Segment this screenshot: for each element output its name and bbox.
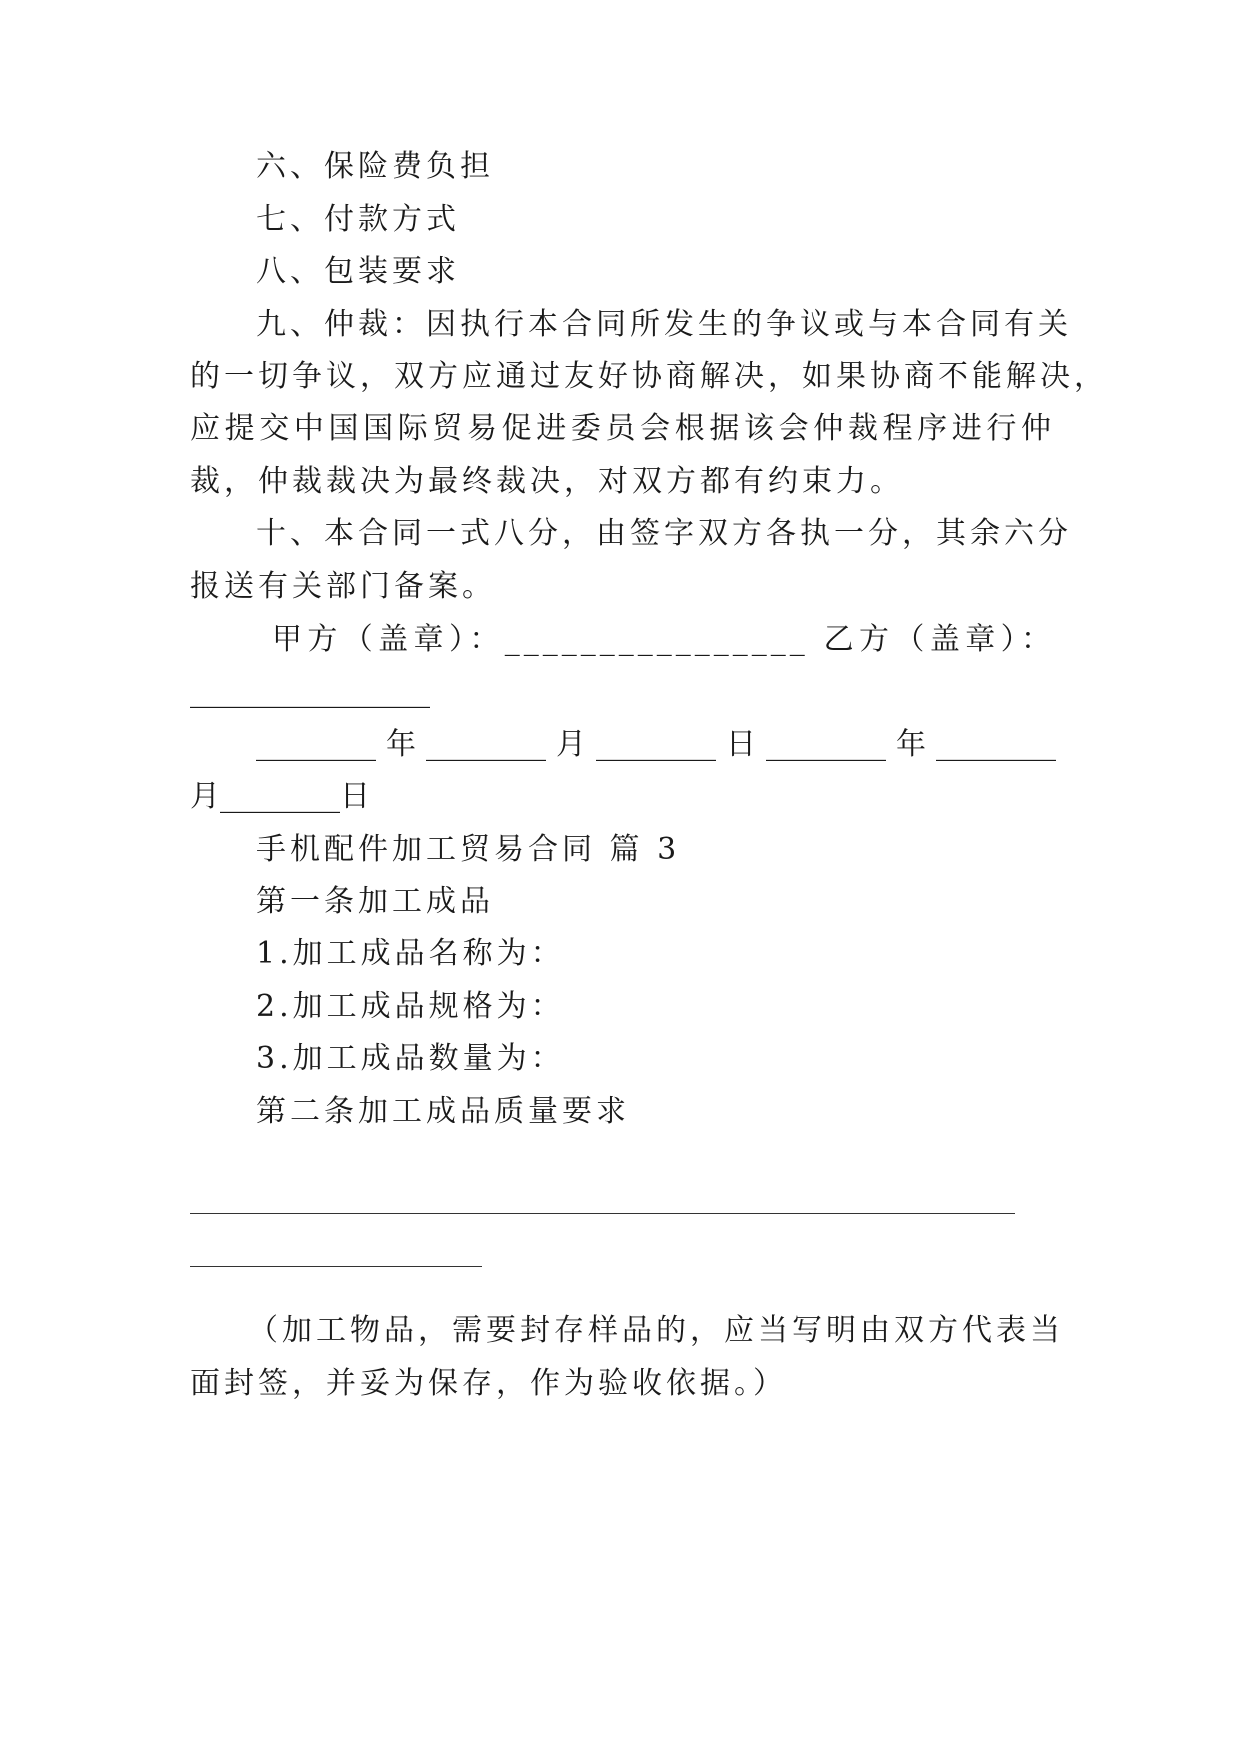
article-1-title: 第一条加工成品 <box>256 884 494 919</box>
clause-arbitration-line-4: 裁，仲裁裁决为最终裁决，对双方都有约束力。 <box>190 464 904 499</box>
signature-line: 甲方（盖章）：________________ 乙方（盖章）： <box>272 622 1055 657</box>
article-2-title: 第二条加工成品质量要求 <box>256 1094 630 1129</box>
date-line-cont: 月________日 <box>190 779 370 814</box>
date-line: ________年________月________日________年________ <box>256 727 1056 762</box>
sample-note-line-1: （加工物品，需要封存样品的，应当写明由双方代表当 <box>248 1313 1064 1348</box>
article-1-item-2: 2.加工成品规格为： <box>256 989 565 1024</box>
clause-copies-line-2: 报送有关部门备案。 <box>190 569 496 604</box>
clause-arbitration-line-2: 的一切争议，双方应通过友好协商解决，如果协商不能解决， <box>190 359 1108 394</box>
clause-arbitration-line-1: 九、仲裁：因执行本合同所发生的争议或与本合同有关 <box>256 307 1072 342</box>
sample-note-line-2: 面封签，并妥为保存，作为验收依据。） <box>190 1366 787 1401</box>
fill-in-rule-short <box>190 1266 482 1267</box>
clause-copies-line-1: 十、本合同一式八分，由签字双方各执一分，其余六分 <box>256 516 1072 551</box>
article-1-item-3: 3.加工成品数量为： <box>256 1041 565 1076</box>
clause-packaging: 八、包装要求 <box>256 254 460 289</box>
clause-insurance: 六、保险费负担 <box>256 149 494 184</box>
clause-arbitration-line-3: 应提交中国国际贸易促进委员会根据该会仲裁程序进行仲 <box>190 411 1055 446</box>
clause-payment: 七、付款方式 <box>256 202 460 237</box>
section-title: 手机配件加工贸易合同 篇 3 <box>256 832 681 867</box>
fill-in-rule-long <box>190 1213 1015 1214</box>
signature-line-cont: ________________ <box>190 674 430 709</box>
article-1-item-1: 1.加工成品名称为： <box>256 936 565 971</box>
